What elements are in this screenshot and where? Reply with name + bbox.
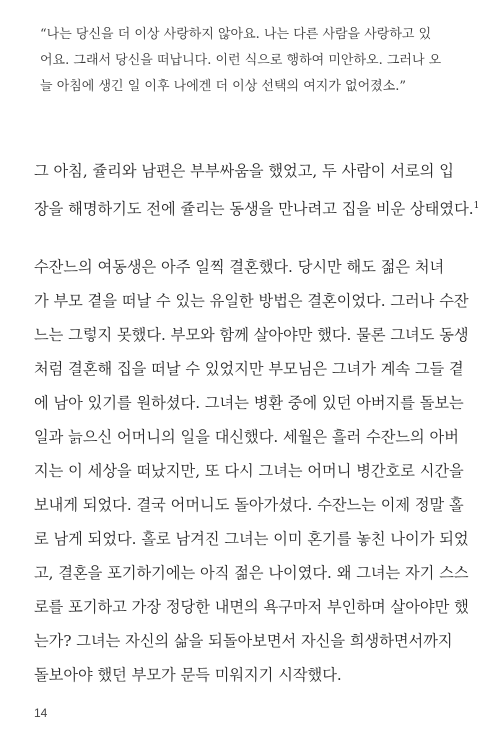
- paragraph-1: [34, 152, 479, 228]
- paragraph-line: 로 남게 되었다. 홀로 남겨진 그녀는 이미 혼기를 놓친 나이가 되었: [34, 530, 469, 548]
- paragraph-line: 돌보아야 했던 부모가 문득 미워지기 시작했다.: [34, 666, 342, 684]
- paragraph-line: 보내게 되었다. 결국 어머니도 돌아가셨다. 수잔느는 이제 정말 홀: [34, 496, 464, 514]
- footnote-marker: 1: [473, 200, 479, 211]
- paragraph-line: 처럼 결혼해 집을 떠날 수 있었지만 부모님은 그녀가 계속 그들 곁: [34, 360, 464, 378]
- paragraph-2: [34, 250, 469, 692]
- paragraph-line: 에 남아 있기를 원하셨다. 그녀는 병환 중에 있던 아버지를 돌보는: [34, 394, 464, 412]
- quote-block: [40, 22, 445, 100]
- paragraph-line: 장을 해명하기도 전에 쥴리는 동생을 만나려고 집을 비운 상태였다.$^1$: [34, 200, 479, 218]
- paragraph-line: 고, 결혼을 포기하기에는 아직 젊은 나이였다. 왜 그녀는 자기 스스: [34, 564, 469, 582]
- paragraph-line: 느는 그렇지 못했다. 부모와 함께 살아야만 했다. 물론 그녀도 동생: [34, 326, 469, 344]
- paragraph-line: 지는 이 세상을 떠났지만, 또 다시 그녀는 어머니 병간호로 시간을: [34, 462, 464, 480]
- paragraph-line: 일과 늙으신 어머니의 일을 대신했다. 세월은 흘러 수잔느의 아버: [34, 428, 459, 446]
- paragraph-line: 로를 포기하고 가장 정당한 내면의 욕구마저 부인하며 살아야만 했: [34, 598, 469, 616]
- paragraph-line: 가 부모 곁을 떠날 수 있는 유일한 방법은 결혼이었다. 그러나 수잔: [34, 292, 469, 310]
- quote-line: 어요. 그래서 당신을 떠납니다. 이런 식으로 행하여 미안하오. 그러나 오: [40, 53, 442, 68]
- quote-line: “나는 당신을 더 이상 사랑하지 않아요. 나는 다른 사람을 사랑하고 있: [40, 27, 432, 42]
- quote-line: 늘 아침에 생긴 일 이후 나에겐 더 이상 선택의 여지가 없어졌소.”: [40, 79, 407, 94]
- paragraph-line: 는가? 그녀는 자신의 삶을 되돌아보면서 자신을 희생하면서까지: [34, 632, 453, 650]
- paragraph-line: 그 아침, 쥴리와 남편은 부부싸움을 했었고, 두 사람이 서로의 입: [34, 162, 454, 180]
- paragraph-line: 수잔느의 여동생은 아주 일찍 결혼했다. 당시만 해도 젊은 처녀: [34, 258, 445, 276]
- page-number: 14: [34, 706, 48, 720]
